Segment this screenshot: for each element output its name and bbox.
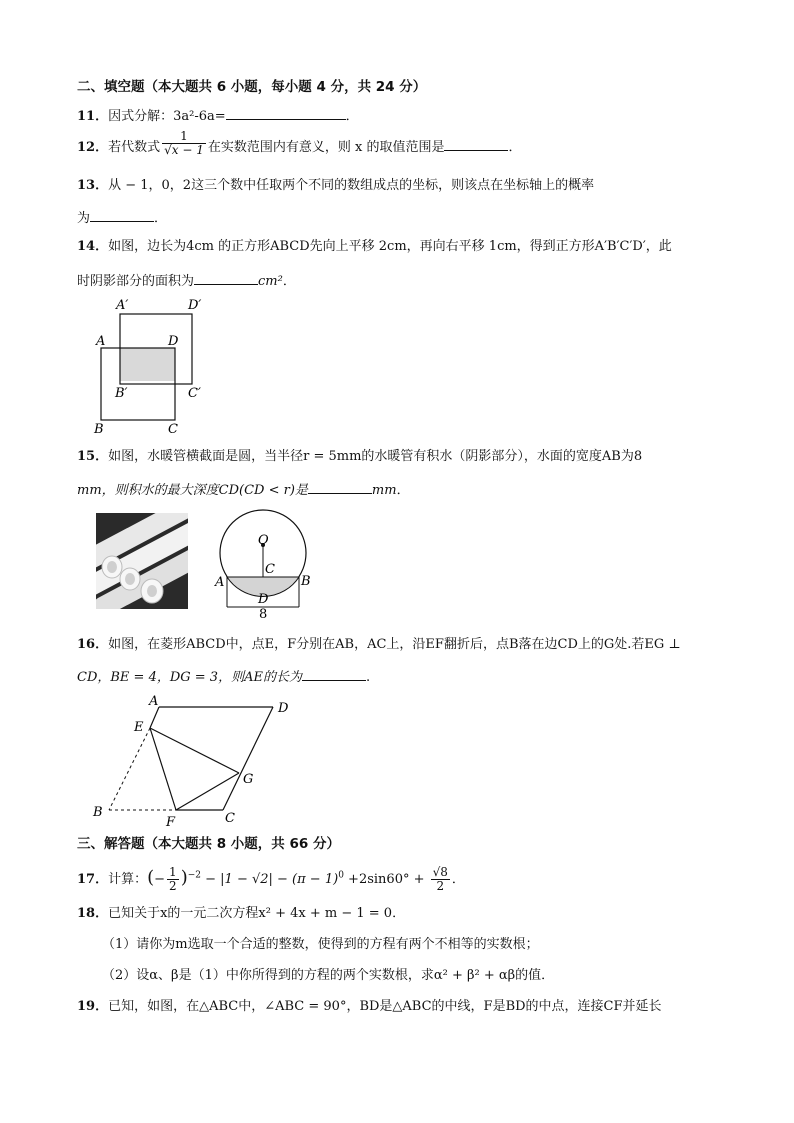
section-2-title: 二、填空题（本大题共 6 小题，每小题 4 分，共 24 分） xyxy=(77,79,427,95)
fraction-denominator: √x − 1 xyxy=(164,143,204,157)
answer-blank[interactable] xyxy=(90,207,154,222)
label-c-prime: C′ xyxy=(188,386,201,401)
answer-blank[interactable] xyxy=(308,479,372,494)
question-number: 19． xyxy=(77,999,109,1014)
question-text: 因式分解：3a²-6a= xyxy=(108,109,226,124)
question-13-line2 xyxy=(77,207,167,228)
answer-blank[interactable] xyxy=(444,136,508,151)
unit: mm xyxy=(371,483,397,498)
label-o: O xyxy=(258,533,269,548)
question-text: CD，BE = 4，DG = 3，则AE的长为 xyxy=(77,670,302,685)
question-11 xyxy=(77,105,359,126)
figure-15-pipe-circle xyxy=(207,505,312,620)
punct: ． xyxy=(282,274,296,289)
fraction xyxy=(162,130,206,157)
punct: ． xyxy=(451,872,465,887)
answer-blank[interactable] xyxy=(194,270,258,285)
label-a: A xyxy=(215,575,225,590)
question-text-post: 在实数范围内有意义，则 x 的取值范围是 xyxy=(207,140,445,155)
question-text: 时阴影部分的面积为 xyxy=(77,274,195,289)
label-b: B xyxy=(93,805,103,820)
punct: ． xyxy=(345,109,359,124)
question-text: 计算： xyxy=(108,872,148,887)
pipes-photo xyxy=(96,513,188,609)
question-number: 13． xyxy=(77,178,109,193)
minus-sign: − xyxy=(154,872,166,887)
label-d: D xyxy=(258,592,269,607)
answer-blank[interactable] xyxy=(302,666,366,681)
question-text: 如图，边长为4cm 的正方形ABCD先向上平移 2cm，再向右平移 1cm，得到正方形A′B′C′D′，此 xyxy=(108,239,672,254)
fraction-denominator: 2 xyxy=(436,879,445,893)
paren-open: ( xyxy=(147,867,155,888)
question-text-pre: 若代数式 xyxy=(108,140,161,155)
fraction-numerator: √8 xyxy=(432,865,448,879)
fraction-half xyxy=(167,866,179,893)
question-15-line2 xyxy=(77,479,410,500)
label-f: F xyxy=(166,815,176,830)
question-16-line1 xyxy=(77,636,681,654)
pipes-illustration xyxy=(96,513,188,609)
question-13-line1 xyxy=(77,177,594,195)
shaded-overlap xyxy=(120,348,175,381)
question-text: 已知，如图，在△ABC中，∠ABC = 90°，BD是△ABC的中线，F是BD的中点，连接CF并延长 xyxy=(108,999,662,1014)
label-g: G xyxy=(243,772,254,787)
answer-blank[interactable] xyxy=(226,105,346,120)
question-18 xyxy=(77,905,405,923)
question-16-line2 xyxy=(77,666,370,687)
question-text: 从 − 1，0，2这三个数中任取两个不同的数组成点的坐标，则该点在坐标轴上的概率 xyxy=(108,178,595,193)
punct: . xyxy=(365,670,371,685)
section-3-title: 三、解答题（本大题共 8 小题，共 66 分） xyxy=(77,836,340,852)
fraction-numerator: 1 xyxy=(169,865,177,879)
question-number: 15． xyxy=(77,449,109,464)
question-number: 16． xyxy=(77,637,109,652)
question-number: 18． xyxy=(77,906,109,921)
punct: ． xyxy=(154,211,168,226)
unit: cm² xyxy=(258,274,283,289)
exponent: −2 xyxy=(187,870,201,881)
question-number: 14． xyxy=(77,239,109,254)
expression: +2sin60° + xyxy=(343,872,429,887)
question-12 xyxy=(77,129,522,161)
question-text: 如图，水暖管横截面是圆，当半径r = 5mm的水暖管有积水（阴影部分），水面的宽度AB为8 xyxy=(108,449,643,464)
label-e: E xyxy=(134,720,144,735)
label-d-prime: D′ xyxy=(188,298,202,313)
figure-14-squares xyxy=(86,293,216,438)
punct: ． xyxy=(508,140,522,155)
paren-close: ) xyxy=(180,867,188,888)
label-a: A xyxy=(96,334,106,349)
fraction-denominator: 2 xyxy=(169,879,177,893)
fraction-root8 xyxy=(431,866,450,893)
question-14-line2 xyxy=(77,270,296,291)
question-15-line1 xyxy=(77,448,642,466)
label-c: C xyxy=(225,811,235,826)
question-text: 如图，在菱形ABCD中，点E，F分别在AB，AC上，沿EF翻折后，点B落在边CD上的G处.若EG ⊥ xyxy=(108,637,681,652)
question-18-sub2: （2）设α、β是（1）中你所得到的方程的两个实数根，求α² + β² + αβ的值． xyxy=(102,968,555,983)
question-text: mm，则积水的最大深度CD(CD < r)是 xyxy=(77,483,308,498)
question-text: 已知关于x的一元二次方程x² + 4x + m − 1 = 0． xyxy=(108,906,406,921)
punct: ． xyxy=(396,483,410,498)
label-a-prime: A′ xyxy=(116,298,129,313)
label-b-prime: B′ xyxy=(115,386,128,401)
question-number: 17． xyxy=(77,872,109,887)
question-18-sub1: （1）请你为m选取一个合适的整数，使得到的方程有两个不相等的实数根； xyxy=(102,937,539,952)
exponent-zero: 0 xyxy=(338,870,344,881)
label-eight: 8 xyxy=(259,607,268,620)
fraction-numerator: 1 xyxy=(162,130,206,144)
label-b: B xyxy=(94,422,104,437)
label-d: D xyxy=(168,334,179,349)
label-c: C xyxy=(265,562,275,577)
question-number: 12． xyxy=(77,140,109,155)
label-a: A xyxy=(149,694,159,709)
question-text: 为 xyxy=(77,211,91,226)
expression: − |1 − √2| − (π − 1) xyxy=(201,872,339,887)
label-d: D xyxy=(278,701,289,716)
label-c: C xyxy=(168,422,178,437)
label-b: B xyxy=(301,574,311,589)
question-19 xyxy=(77,998,662,1016)
question-number: 11． xyxy=(77,109,109,124)
figure-16-rhombus xyxy=(88,690,308,830)
question-17 xyxy=(77,866,465,893)
question-14-line1 xyxy=(77,238,672,256)
